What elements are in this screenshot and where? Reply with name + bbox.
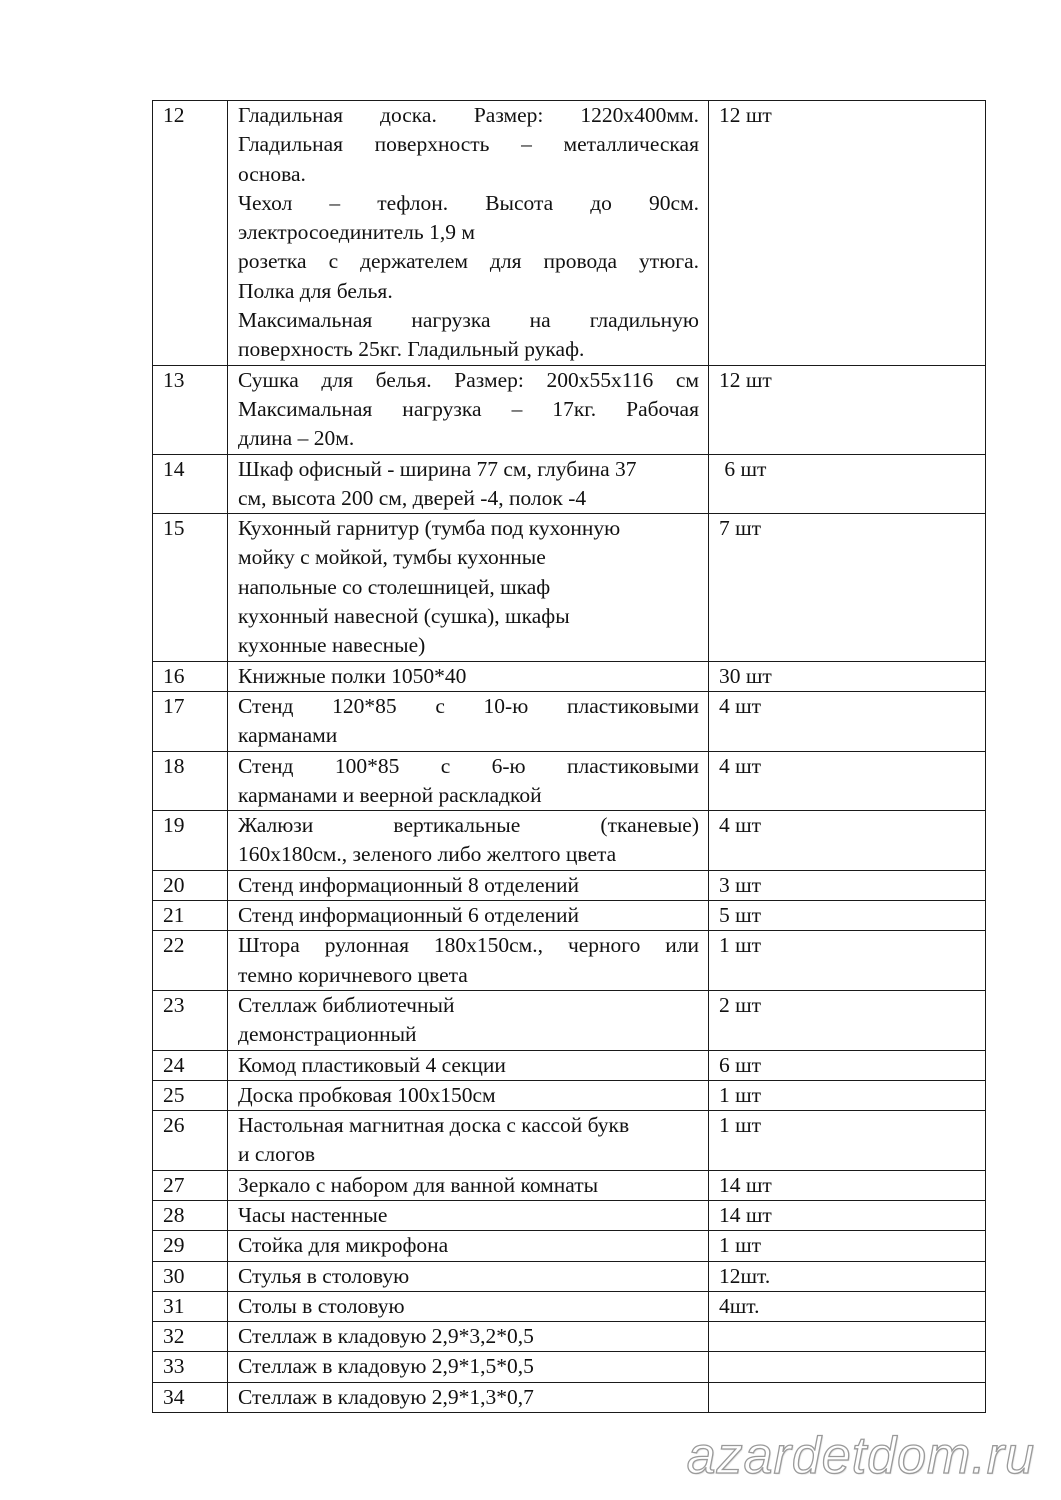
description-line: поверхность 25кг. Гладильный рукаф. xyxy=(238,337,585,362)
table-row xyxy=(153,101,986,366)
item-description xyxy=(228,1352,709,1382)
table-row xyxy=(153,1111,986,1171)
row-number: 28 xyxy=(153,1200,228,1230)
description-line: мойку с мойкой, тумбы кухонные xyxy=(238,545,546,570)
table-row xyxy=(153,1382,986,1412)
row-number: 15 xyxy=(153,514,228,661)
description-line: Гладильная поверхность – металлическая xyxy=(238,132,699,157)
row-number: 13 xyxy=(153,365,228,454)
description-line: Стенд информационный 8 отделений xyxy=(238,872,580,897)
description-line: Жалюзи вертикальные (тканевые) xyxy=(238,813,699,838)
item-description xyxy=(228,1111,709,1171)
description-line: Максимальная нагрузка на гладильную xyxy=(238,308,699,333)
item-quantity: 14 шт xyxy=(709,1200,986,1230)
table-row xyxy=(153,1322,986,1352)
description-line: кухонные навесные) xyxy=(238,633,426,658)
row-number: 14 xyxy=(153,454,228,514)
item-quantity: 6 шт xyxy=(709,454,986,514)
description-line: демонстрационный xyxy=(238,1022,417,1047)
row-number: 17 xyxy=(153,691,228,751)
description-line: Стенд 100*85 с 6-ю пластиковыми xyxy=(238,753,699,778)
item-description xyxy=(228,870,709,900)
item-quantity xyxy=(709,1352,986,1382)
item-description xyxy=(228,751,709,811)
description-line: карманами и веерной раскладкой xyxy=(238,782,542,807)
item-description xyxy=(228,1291,709,1321)
table-row xyxy=(153,931,986,991)
item-quantity: 4 шт xyxy=(709,751,986,811)
description-line: Комод пластиковый 4 секции xyxy=(238,1052,506,1077)
item-description xyxy=(228,691,709,751)
table-row xyxy=(153,751,986,811)
table-row xyxy=(153,811,986,871)
description-line: Штора рулонная 180х150см., черного или xyxy=(238,933,699,958)
table-row xyxy=(153,691,986,751)
item-quantity: 12шт. xyxy=(709,1261,986,1291)
table-row xyxy=(153,1291,986,1321)
table-row xyxy=(153,1261,986,1291)
item-description xyxy=(228,1322,709,1352)
description-line: Кухонный гарнитур (тумба под кухонную xyxy=(238,516,621,541)
item-description xyxy=(228,514,709,661)
item-description xyxy=(228,1231,709,1261)
item-quantity: 1 шт xyxy=(709,931,986,991)
description-line: Доска пробковая 100х150см xyxy=(238,1082,496,1107)
item-quantity: 3 шт xyxy=(709,870,986,900)
description-line: Сушка для белья. Размер: 200х55х116 см xyxy=(238,367,699,392)
description-line: Шкаф офисный - ширина 77 см, глубина 37 xyxy=(238,456,637,481)
item-description xyxy=(228,454,709,514)
row-number: 34 xyxy=(153,1382,228,1412)
item-quantity: 4 шт xyxy=(709,691,986,751)
item-description xyxy=(228,365,709,454)
description-line: карманами xyxy=(238,723,338,748)
inventory-table-body xyxy=(153,101,986,1413)
row-number: 33 xyxy=(153,1352,228,1382)
item-quantity: 7 шт xyxy=(709,514,986,661)
site-watermark: azardetdom.ru xyxy=(686,1427,1035,1485)
row-number: 24 xyxy=(153,1050,228,1080)
table-row xyxy=(153,1050,986,1080)
row-number: 32 xyxy=(153,1322,228,1352)
item-quantity: 2 шт xyxy=(709,990,986,1050)
row-number: 31 xyxy=(153,1291,228,1321)
description-line: Чехол – тефлон. Высота до 90см. xyxy=(238,190,699,215)
description-line: Стеллаж библиотечный xyxy=(238,992,455,1017)
item-quantity: 12 шт xyxy=(709,101,986,366)
item-quantity: 6 шт xyxy=(709,1050,986,1080)
row-number: 23 xyxy=(153,990,228,1050)
description-line: Стеллаж в кладовую 2,9*1,3*0,7 xyxy=(238,1384,534,1409)
row-number: 26 xyxy=(153,1111,228,1171)
inventory-table xyxy=(152,100,986,1413)
description-line: Стенд 120*85 с 10-ю пластиковыми xyxy=(238,693,699,718)
description-line: Стеллаж в кладовую 2,9*1,5*0,5 xyxy=(238,1354,534,1379)
item-description xyxy=(228,1200,709,1230)
item-quantity: 4 шт xyxy=(709,811,986,871)
item-description xyxy=(228,101,709,366)
item-quantity xyxy=(709,1382,986,1412)
item-description xyxy=(228,901,709,931)
description-line: Гладильная доска. Размер: 1220x400мм. xyxy=(238,103,699,127)
description-line: см, высота 200 см, дверей -4, полок -4 xyxy=(238,485,587,510)
item-description xyxy=(228,931,709,991)
document-page xyxy=(152,100,985,1413)
item-quantity: 30 шт xyxy=(709,661,986,691)
table-row xyxy=(153,1200,986,1230)
table-row xyxy=(153,990,986,1050)
table-row xyxy=(153,661,986,691)
description-line: Столы в столовую xyxy=(238,1293,405,1318)
row-number: 30 xyxy=(153,1261,228,1291)
description-line: длина – 20м. xyxy=(238,426,355,451)
item-description xyxy=(228,990,709,1050)
item-quantity: 1 шт xyxy=(709,1111,986,1171)
row-number: 25 xyxy=(153,1080,228,1110)
table-row xyxy=(153,365,986,454)
row-number: 19 xyxy=(153,811,228,871)
table-row xyxy=(153,1231,986,1261)
item-quantity: 1 шт xyxy=(709,1080,986,1110)
table-row xyxy=(153,870,986,900)
description-line: Стенд информационный 6 отделений xyxy=(238,903,580,928)
item-description xyxy=(228,811,709,871)
description-line: 160х180см., зеленого либо желтого цвета xyxy=(238,842,617,867)
description-line: розетка с держателем для провода утюга. xyxy=(238,249,699,274)
item-quantity: 4шт. xyxy=(709,1291,986,1321)
table-row xyxy=(153,1170,986,1200)
description-line: Часы настенные xyxy=(238,1202,388,1227)
description-line: Полка для белья. xyxy=(238,278,393,303)
item-description xyxy=(228,1261,709,1291)
table-row xyxy=(153,1352,986,1382)
description-line: Книжные полки 1050*40 xyxy=(238,663,467,688)
row-number: 21 xyxy=(153,901,228,931)
row-number: 27 xyxy=(153,1170,228,1200)
row-number: 22 xyxy=(153,931,228,991)
row-number: 12 xyxy=(153,101,228,366)
item-quantity: 5 шт xyxy=(709,901,986,931)
item-description xyxy=(228,1382,709,1412)
table-row xyxy=(153,901,986,931)
description-line: электросоединитель 1,9 м xyxy=(238,220,475,245)
item-quantity: 12 шт xyxy=(709,365,986,454)
description-line: Зеркало с набором для ванной комнаты xyxy=(238,1172,599,1197)
item-description xyxy=(228,661,709,691)
description-line: темно коричневого цвета xyxy=(238,962,468,987)
item-quantity: 1 шт xyxy=(709,1231,986,1261)
table-row xyxy=(153,454,986,514)
row-number: 18 xyxy=(153,751,228,811)
item-description xyxy=(228,1050,709,1080)
table-row xyxy=(153,1080,986,1110)
description-line: Стулья в столовую xyxy=(238,1263,410,1288)
description-line: напольные со столешницей, шкаф xyxy=(238,574,551,599)
description-line: Настольная магнитная доска с кассой букв xyxy=(238,1113,630,1138)
description-line: и слогов xyxy=(238,1142,316,1167)
row-number: 29 xyxy=(153,1231,228,1261)
description-line: основа. xyxy=(238,161,306,186)
row-number: 16 xyxy=(153,661,228,691)
description-line: Максимальная нагрузка – 17кг. Рабочая xyxy=(238,396,699,421)
description-line: Стеллаж в кладовую 2,9*3,2*0,5 xyxy=(238,1324,534,1349)
item-quantity: 14 шт xyxy=(709,1170,986,1200)
row-number: 20 xyxy=(153,870,228,900)
item-quantity xyxy=(709,1322,986,1352)
table-row xyxy=(153,514,986,661)
item-description xyxy=(228,1170,709,1200)
description-line: Стойка для микрофона xyxy=(238,1233,449,1258)
description-line: кухонный навесной (сушка), шкафы xyxy=(238,604,570,629)
item-description xyxy=(228,1080,709,1110)
